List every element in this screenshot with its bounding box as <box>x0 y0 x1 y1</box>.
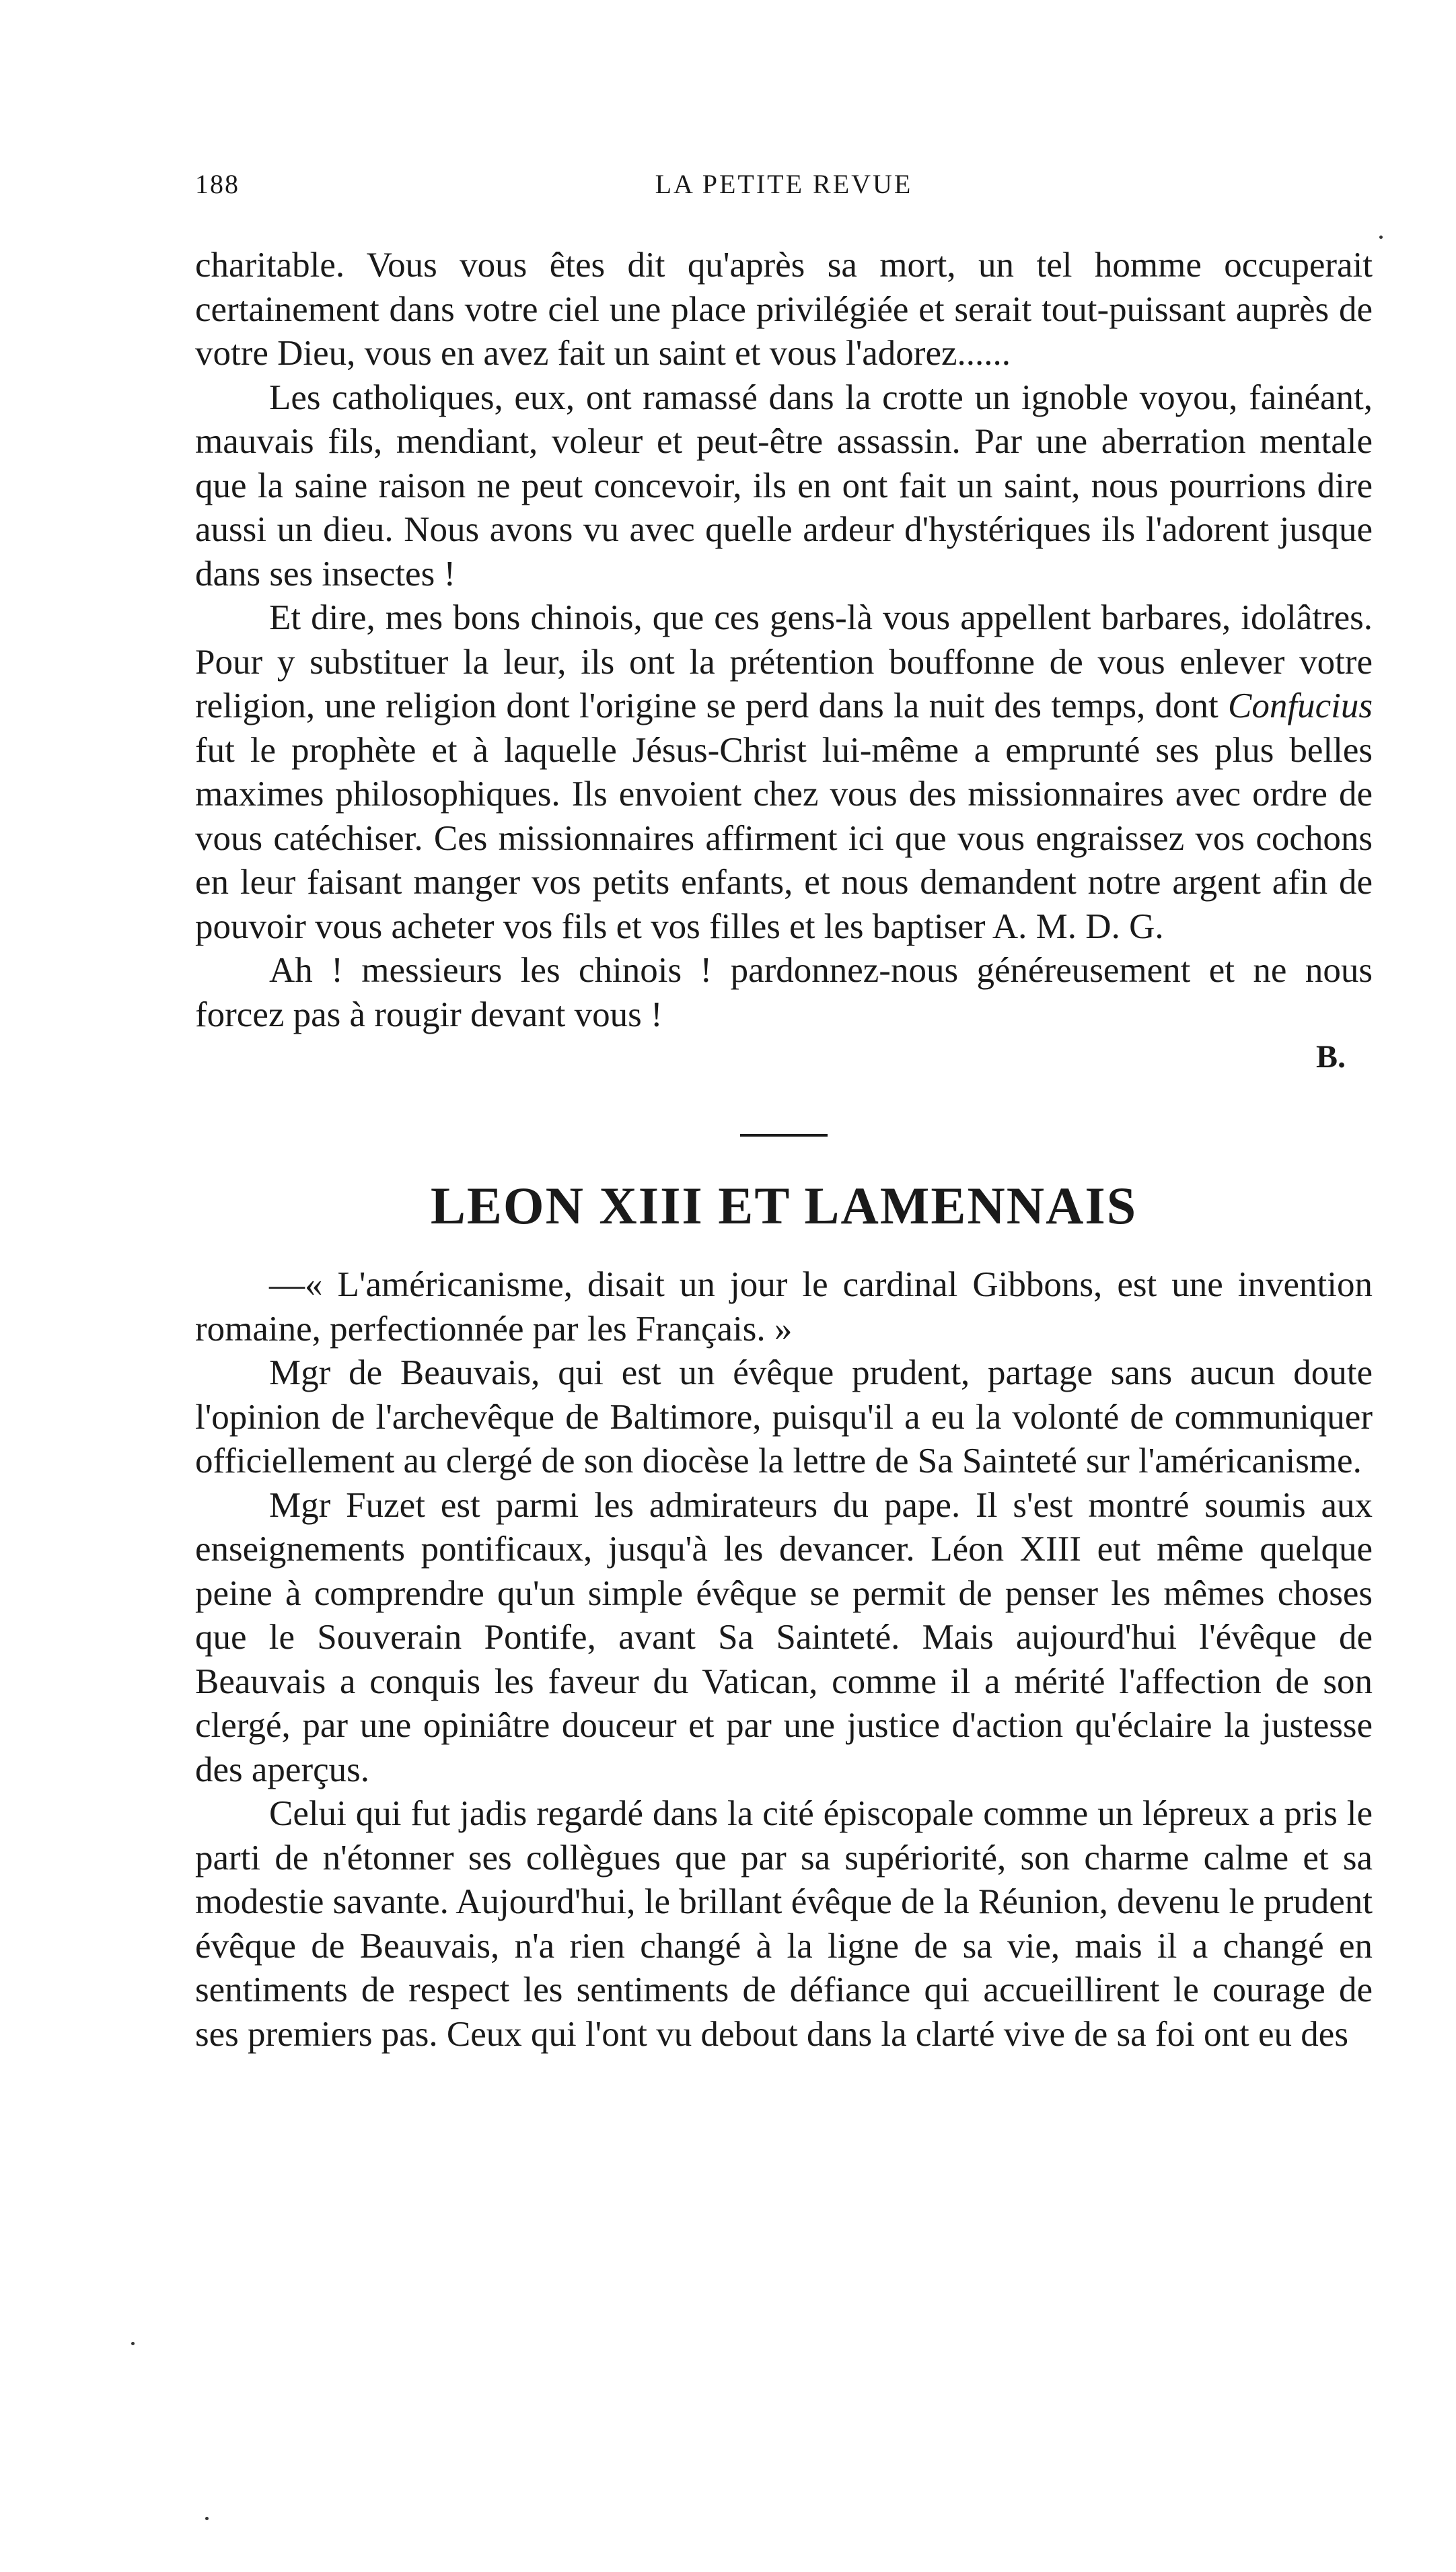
article-body <box>195 244 1373 1077</box>
paragraph: Mgr Fuzet est parmi les admirateurs du pape. Il s'est montré soumis aux enseignements pontificaux, jusqu'à les devancer. Léon XIII eut même quelque peine à comprendre qu'un simple évêque se permit de penser les mêmes choses que le Souverain Pontife, avant Sa Sainteté. Mais aujourd'hui l'évêque de Beauvais a conquis les faveur du Vatican, comme il a mérité l'affection de son clergé, par une opiniâtre douceur et par une justice d'action qu'éclaire la justesse des aperçus. <box>195 1485 1373 1789</box>
document-page <box>195 168 1373 2057</box>
running-head <box>195 168 1373 209</box>
author-signature: B. <box>1315 1039 1346 1075</box>
paragraph: —« L'américanisme, disait un jour le cardinal Gibbons, est une invention romaine, perfectionnée par les Français. » <box>195 1265 1373 1349</box>
section-body <box>195 1263 1373 2057</box>
paragraph: Les catholiques, eux, ont ramassé dans la crotte un ignoble voyou, fainéant, mauvais fils, mendiant, voleur et peut-être assassin. Par une aberration mentale que la saine raison ne peut concevoir, ils en ont fait un saint, nous pourrions dire aussi un dieu. Nous avons vu avec quelle ardeur d'hystériques ils l'adorent jusque dans ses insectes ! <box>195 378 1373 594</box>
paragraph-text: fut le prophète et à laquelle Jésus-Christ lui-même a emprunté ses plus belles maximes philosophiques. Ils envoient chez vous des missionnaires avec ordre de vous catéchiser. Ces missionnaires affirment ici que vous engraissez vos cochons en leur faisant manger vos petits enfants, et nous demandent notre argent afin de pouvoir vous acheter vos fils et vos filles et les baptiser A. M. D. G. <box>195 730 1373 946</box>
italic-name: Confucius <box>1228 686 1373 725</box>
scan-speck <box>205 2517 209 2520</box>
paragraph: Mgr de Beauvais, qui est un évêque prudent, partage sans aucun doute l'opinion de l'archevêque de Baltimore, puisqu'il a eu la volonté de communiquer officiellement au clergé de son diocèse la lettre de Sa Sainteté sur l'américanisme. <box>195 1353 1373 1480</box>
page-number: 188 <box>195 169 240 199</box>
paragraph: Celui qui fut jadis regardé dans la cité épiscopale comme un lépreux a pris le parti de n'étonner ses collègues que par sa supériorité, son charme calme et sa modestie savante. Aujourd'hui, le brillant évêque de la Réunion, devenu le prudent évêque de Beauvais, n'a rien changé à la ligne de sa vie, mais il a changé en sentiments de respect les sentiments de défiance qui accueillirent le courage de ses premiers pas. Ceux qui l'ont vu debout dans la clarté vive de sa foi ont eu des <box>195 1794 1373 2054</box>
section-divider <box>740 1134 828 1137</box>
scan-speck <box>1379 236 1383 239</box>
paragraph <box>195 596 1373 949</box>
journal-title: LA PETITE REVUE <box>655 169 913 199</box>
paragraph: charitable. Vous vous êtes dit qu'après sa mort, un tel homme occuperait certainement dans votre ciel une place privilégiée et serait tout-puissant auprès de votre Dieu, vous en avez fait un saint et vous l'adorez...... <box>195 246 1373 373</box>
paragraph-text: Et dire, mes bons chinois, que ces gens-là vous appellent barbares, idolâtres. Pour y substituer la leur, ils ont la prétention bouffonne de vous enlever votre religion, une religion dont l'origine se perd dans la nuit des temps, dont <box>195 598 1373 725</box>
paragraph: Ah ! messieurs les chinois ! pardonnez-nous généreusement et ne nous forcez pas à rougir devant vous ! <box>195 951 1373 1034</box>
scan-speck <box>131 2342 135 2345</box>
section-heading: LEON XIII ET LAMENNAIS <box>430 1176 1138 1235</box>
